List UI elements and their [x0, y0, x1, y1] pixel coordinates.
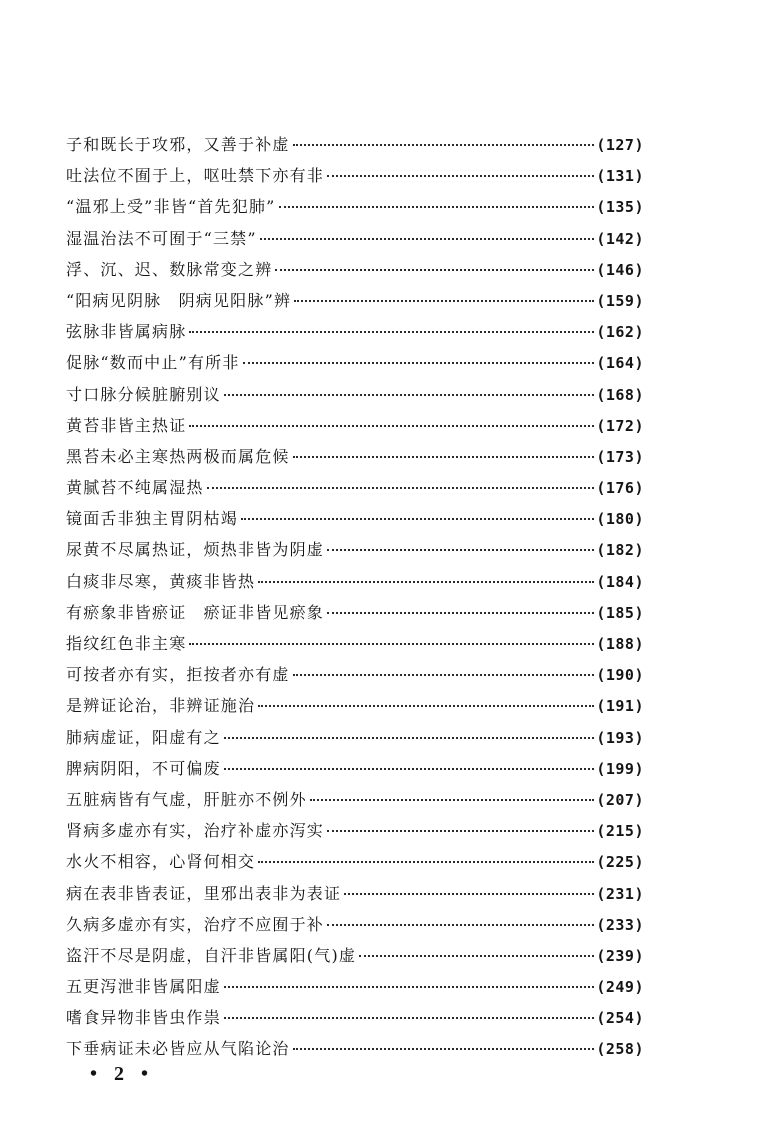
dot-leader [189, 641, 594, 645]
toc-entry-page: (193) [596, 728, 644, 747]
toc-entry [66, 223, 644, 254]
toc-entry-page: (131) [596, 167, 644, 186]
toc-entry-title: 久病多虚亦有实，治疗不应囿于补 [66, 914, 325, 934]
toc-entry-title: “温邪上受”非皆“首先犯肺” [66, 197, 276, 217]
toc-entry-title: 黄腻苔不纯属湿热 [66, 478, 204, 498]
dot-leader [293, 142, 595, 146]
toc-entry-title: 五更泻泄非皆属阳虚 [66, 977, 221, 997]
toc-entry [66, 347, 644, 378]
toc-entry [66, 597, 644, 628]
toc-entry-page: (162) [596, 323, 644, 342]
toc-entry [66, 191, 644, 222]
toc-entry-page: (239) [596, 946, 644, 965]
toc-entry [66, 566, 644, 597]
toc-entry-page: (180) [596, 510, 644, 529]
dot-leader [207, 485, 595, 489]
toc-entry-title: 可按者亦有实，拒按者亦有虚 [66, 665, 290, 685]
toc-entry-page: (135) [596, 198, 644, 217]
toc-entry-page: (254) [596, 1009, 644, 1028]
toc-entry [66, 254, 644, 285]
dot-leader [243, 360, 595, 364]
dot-leader [327, 610, 594, 614]
toc-entry-title: 促脉“数而中止”有所非 [66, 353, 240, 373]
dot-leader [293, 454, 595, 458]
toc-entry-page: (215) [596, 822, 644, 841]
dot-leader [258, 703, 594, 707]
table-of-contents [66, 129, 644, 1065]
toc-entry-page: (190) [596, 666, 644, 685]
dot-leader [224, 984, 595, 988]
toc-entry [66, 628, 644, 659]
dot-leader [327, 922, 594, 926]
dot-leader [293, 672, 595, 676]
toc-entry [66, 379, 644, 410]
toc-entry-title: 病在表非皆表证，里邪出表非为表证 [66, 883, 342, 903]
dot-leader [293, 1046, 595, 1050]
toc-entry-title: 指纹红色非主寒 [66, 634, 187, 653]
toc-entry-page: (249) [596, 978, 644, 997]
toc-entry [66, 940, 644, 971]
toc-entry-title: 白痰非尽寒，黄痰非皆热 [66, 571, 256, 591]
toc-entry-page: (164) [596, 354, 644, 373]
toc-entry [66, 659, 644, 690]
toc-entry-page: (182) [596, 541, 644, 560]
toc-entry-title: 子和既长于攻邪，又善于补虚 [66, 135, 290, 154]
toc-entry-page: (146) [596, 260, 644, 279]
toc-entry [66, 784, 644, 815]
toc-entry [66, 971, 644, 1002]
toc-entry [66, 285, 644, 316]
toc-entry-title: 下垂病证未必皆应从气陷论治 [66, 1039, 290, 1059]
toc-entry-page: (233) [596, 915, 644, 934]
toc-entry-title: 肺病虚证，阳虚有之 [66, 727, 221, 747]
toc-entry-page: (172) [596, 416, 644, 435]
toc-entry-title: 肾病多虚亦有实，治疗补虚亦泻实 [66, 821, 325, 841]
toc-entry [66, 1002, 644, 1033]
toc-entry [66, 690, 644, 721]
toc-entry-page: (142) [596, 229, 644, 248]
toc-entry [66, 129, 644, 160]
toc-entry-title: 湿温治法不可囿于“三禁” [66, 228, 257, 248]
toc-entry-page: (159) [596, 291, 644, 310]
dot-leader [327, 173, 594, 177]
toc-entry [66, 160, 644, 191]
toc-entry [66, 316, 644, 347]
toc-entry-title: 弦脉非皆属病脉 [66, 322, 187, 342]
toc-entry [66, 753, 644, 784]
dot-leader [310, 797, 595, 801]
toc-entry-page: (176) [596, 479, 644, 498]
toc-entry [66, 410, 644, 441]
dot-leader [224, 735, 595, 739]
dot-leader [258, 579, 594, 583]
dot-leader [275, 267, 594, 271]
toc-entry [66, 472, 644, 503]
toc-entry [66, 878, 644, 909]
toc-entry-title: 是辨证论治，非辨证施治 [66, 696, 256, 716]
toc-entry-title: 脾病阴阳，不可偏废 [66, 758, 221, 778]
toc-entry-page: (207) [596, 790, 644, 809]
toc-entry-title: 尿黄不尽属热证，烦热非皆为阴虚 [66, 540, 325, 560]
dot-leader [224, 392, 595, 396]
dot-leader [189, 423, 594, 427]
toc-entry [66, 503, 644, 534]
toc-entry-title: “阳病见阴脉 阴病见阳脉”辨 [66, 290, 292, 310]
toc-entry-page: (225) [596, 853, 644, 872]
dot-leader [344, 891, 594, 895]
toc-entry-page: (184) [596, 572, 644, 591]
toc-entry-page: (168) [596, 385, 644, 404]
toc-entry-page: (199) [596, 759, 644, 778]
dot-leader [189, 329, 594, 333]
toc-entry [66, 1033, 644, 1064]
toc-entry-page: (185) [596, 603, 644, 622]
dot-leader [327, 828, 594, 832]
toc-entry-title: 寸口脉分候脏腑别议 [66, 384, 221, 404]
toc-entry-page: (231) [596, 884, 644, 903]
toc-entry-page: (258) [596, 1040, 644, 1059]
toc-entry [66, 441, 644, 472]
dot-leader [224, 1015, 595, 1019]
toc-entry-title: 嗜食异物非皆虫作祟 [66, 1008, 221, 1028]
dot-leader [258, 859, 594, 863]
dot-leader [294, 298, 594, 302]
toc-entry-title: 五脏病皆有气虚，肝脏亦不例外 [66, 789, 307, 809]
dot-leader [224, 766, 595, 770]
toc-entry [66, 722, 644, 753]
toc-entry-title: 吐法位不囿于上，呕吐禁下亦有非 [66, 166, 325, 186]
toc-entry-title: 有瘀象非皆瘀证 瘀证非皆见瘀象 [66, 602, 325, 622]
toc-entry [66, 815, 644, 846]
toc-entry-title: 黑苔未必主寒热两极而属危候 [66, 446, 290, 466]
toc-entry-title: 水火不相容，心肾何相交 [66, 852, 256, 872]
toc-entry-title: 镜面舌非独主胃阴枯竭 [66, 509, 239, 529]
dot-leader [241, 516, 594, 520]
toc-entry [66, 909, 644, 940]
toc-entry-page: (188) [596, 635, 644, 653]
page-number: • 2 • [90, 1063, 155, 1085]
dot-leader [260, 236, 595, 240]
toc-entry-title: 浮、沉、迟、数脉常变之辨 [66, 259, 273, 279]
toc-entry [66, 846, 644, 877]
dot-leader [279, 204, 595, 208]
toc-entry-page: (191) [596, 697, 644, 716]
dot-leader [359, 953, 594, 957]
toc-entry-page: (127) [596, 136, 644, 154]
toc-entry-page: (173) [596, 447, 644, 466]
toc-entry [66, 534, 644, 565]
toc-entry-title: 盗汗不尽是阴虚，自汗非皆属阳(气)虚 [66, 945, 357, 965]
dot-leader [327, 547, 594, 551]
toc-entry-title: 黄苔非皆主热证 [66, 415, 187, 435]
